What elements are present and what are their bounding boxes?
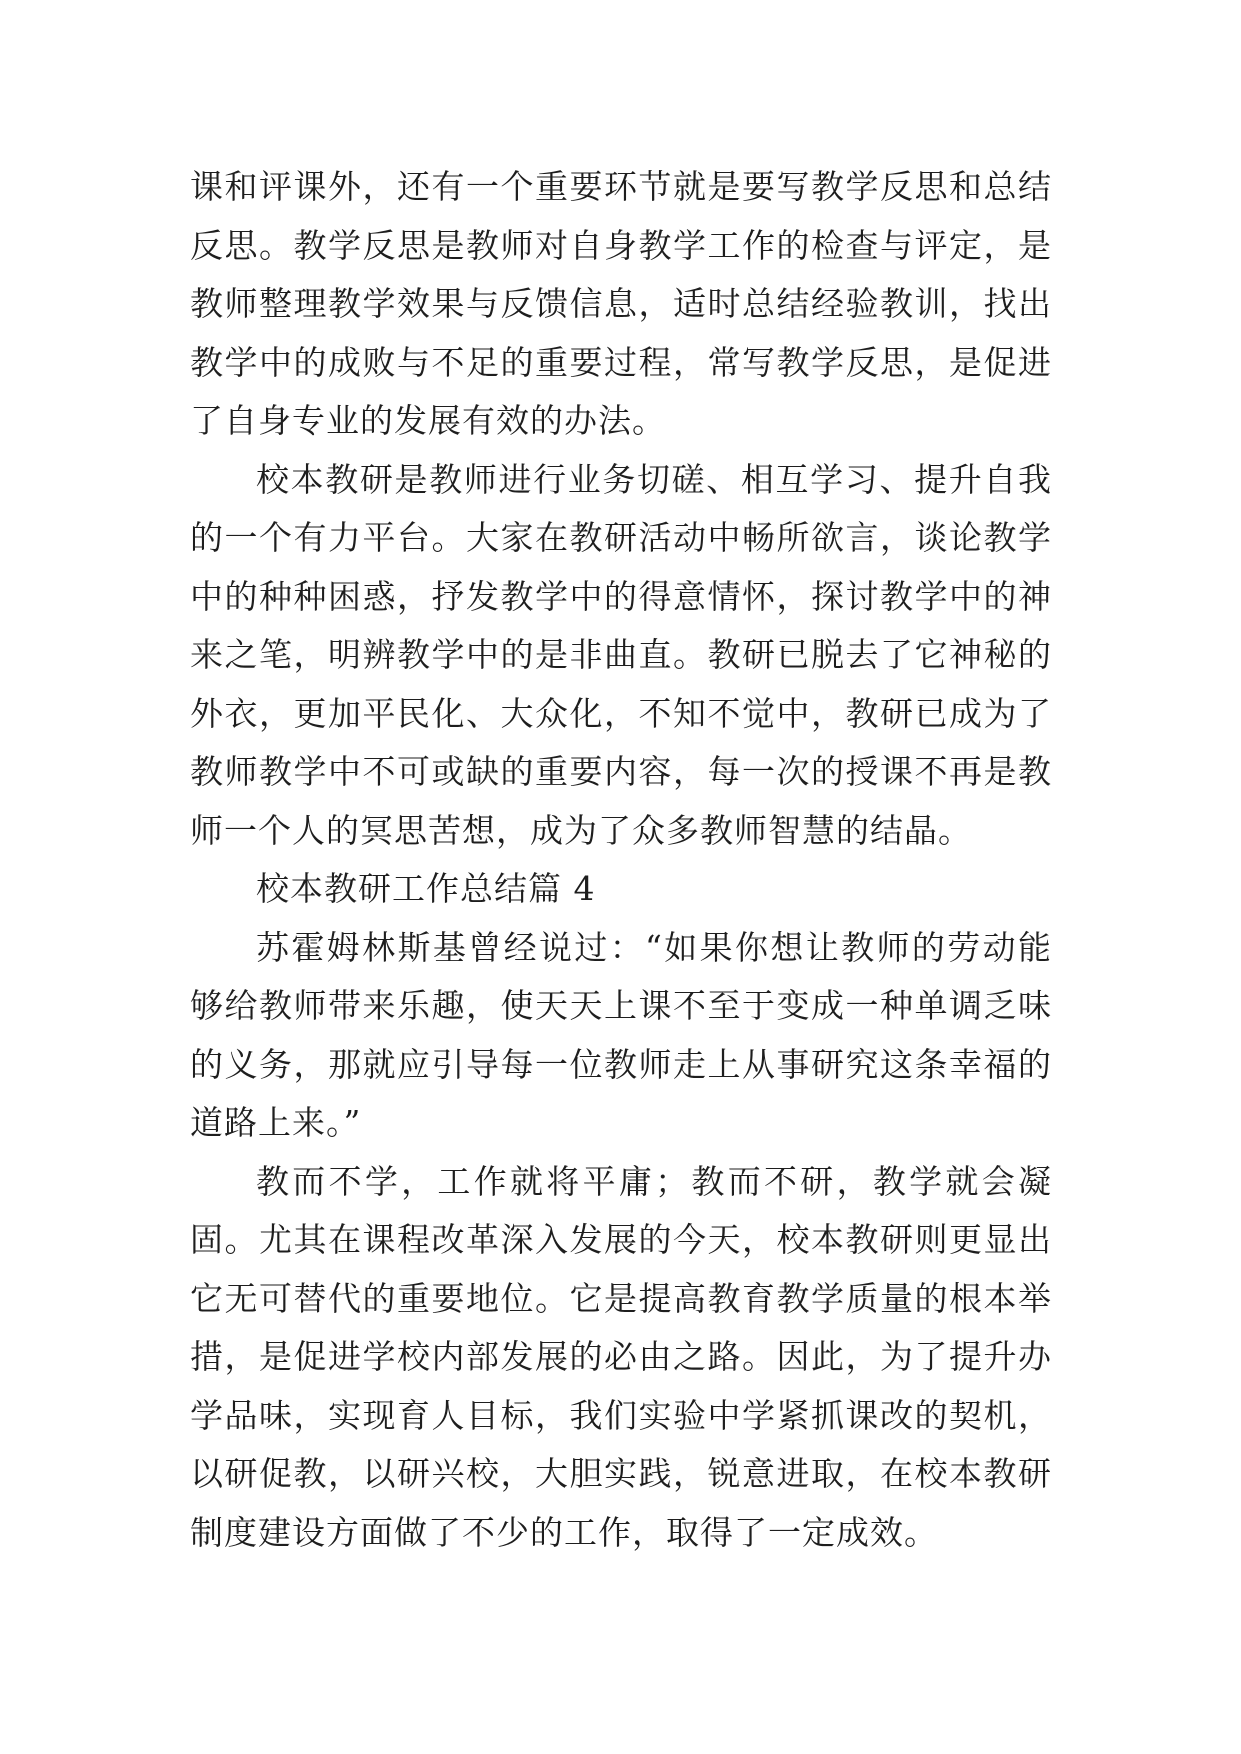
paragraph-continued: 课和评课外，还有一个重要环节就是要写教学反思和总结反思。教学反思是教师对自身教学工作的检查与评定，是教师整理教学效果与反馈信息，适时总结经验教训，找出教学中的成败与不足的重要过程，常写教学反思，是促进了自身专业的发展有效的办法。: [190, 167, 1052, 440]
document-body: [190, 158, 1052, 1562]
section-heading: 校本教研工作总结篇 4: [256, 869, 596, 908]
paragraph-teaching-research: 教而不学，工作就将平庸；教而不研，教学就会凝固。尤其在课程改革深入发展的今天，校本教研则更显出它无可替代的重要地位。它是提高教育教学质量的根本举措，是促进学校内部发展的必由之路。因此，为了提升办学品味，实现育人目标，我们实验中学紧抓课改的契机，以研促教，以研兴校，大胆实践，锐意进取，在校本教研制度建设方面做了不少的工作，取得了一定成效。: [190, 1161, 1052, 1552]
paragraph-school-research-platform: 校本教研是教师进行业务切磋、相互学习、提升自我的一个有力平台。大家在教研活动中畅所欲言，谈论教学中的种种困惑，抒发教学中的得意情怀，探讨教学中的神来之笔，明辨教学中的是非曲直。教研已脱去了它神秘的外衣，更加平民化、大众化，不知不觉中，教研已成为了教师教学中不可或缺的重要内容，每一次的授课不再是教师一个人的冥思苦想，成为了众多教师智慧的结晶。: [190, 459, 1052, 850]
paragraph-quote: 苏霍姆林斯基曾经说过：“如果你想让教师的劳动能够给教师带来乐趣，使天天上课不至于变成一种单调乏味的义务，那就应引导每一位教师走上从事研究这条幸福的道路上来。”: [190, 927, 1052, 1142]
